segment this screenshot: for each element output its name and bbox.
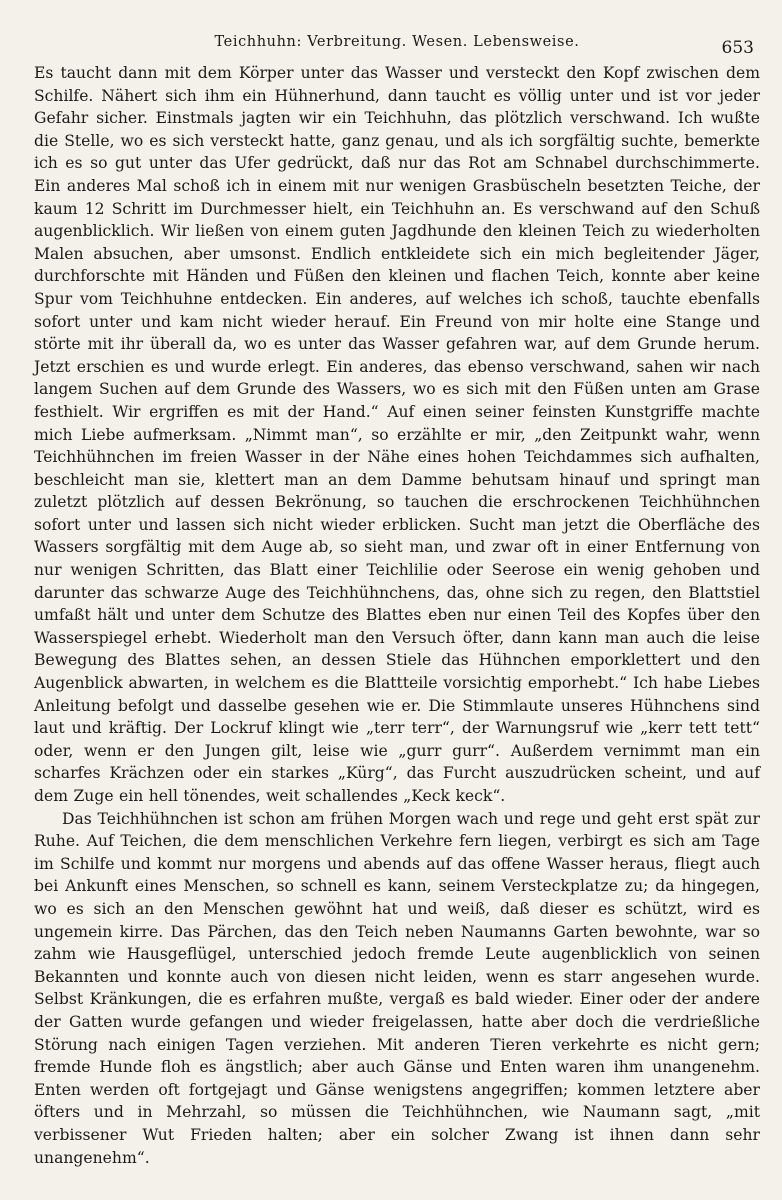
paragraph: Das Teichhühnchen ist schon am frühen Morgen wach und rege und geht erst spät zur Ruhe. Auf Teichen, die dem menschlichen Verkehre fern liegen, verbirgt es sich am Tage im Schilfe und kommt nur morgens und abends auf das offene Wasser heraus, fliegt auch bei Ankunft eines Menschen, so schnell es kann, seinem Versteckplatze zu; da hingegen, wo es sich an den Menschen gewöhnt hat und weiß, daß dieser es schützt, wird es ungemein kirre. Das Pärchen, das den Teich neben Naumanns Garten bewohnte, war so zahm wie Hausgeflügel, unterschied jedoch fremde Leute augenblicklich von seinen Bekannten und konnte auch von diesen nicht leiden, wenn es starr angesehen wurde. Selbst Kränkungen, die es erfahren mußte, vergaß es bald wieder. Einer oder der andere der Gatten wurde gefangen und wieder freigelassen, hatte aber doch die verdrießliche Störung nach einigen Tagen verziehen. Mit anderen Tieren verkehrte es nicht gern; fremde Hunde floh es ängstlich; aber auch Gänse und Enten waren ihm unangenehm. Enten werden oft fortgejagt und Gänse wenigstens angegriffen; kommen letztere aber öfters und in Mehrzahl, so müssen die Teichhühnchen, wie Naumann sagt, „mit verbissener Wut Frieden halten; aber ein solcher Zwang ist ihnen dann sehr unangenehm“. xyxy=(34,809,760,1167)
running-title: Teichhuhn: Verbreitung. Wesen. Lebensweise. xyxy=(214,34,580,50)
paragraph-continuation: Es taucht dann mit dem Körper unter das Wasser und versteckt den Kopf zwischen dem Schilfe. Nähert sich ihm ein Hühnerhund, dann taucht es völlig unter und ist vor jeder Gefahr sicher. Einstmals jagten wir ein Teichhuhn, das plötzlich verschwand. Ich wußte die Stelle, wo es sich versteckt hatte, ganz genau, und als ich sorgfältig suchte, bemerkte ich es so gut unter das Ufer gedrückt, daß nur das Rot am Schnabel durchschimmerte. Ein anderes Mal schoß ich in einem mit nur wenigen Grasbüscheln besetzten Teiche, der kaum 12 Schritt im Durchmesser hielt, ein Teichhuhn an. Es verschwand auf den Schuß augenblicklich. Wir ließen von einem guten Jagdhunde den kleinen Teich zu wiederholten Malen absuchen, aber umsonst. Endlich entkleidete sich ein mich begleitender Jäger, durchforschte mit Händen und Füßen den kleinen und flachen Teich, konnte aber keine Spur vom Teichhuhne entdecken. Ein anderes, auf welches ich schoß, tauchte ebenfalls sofort unter und kam nicht wieder herauf. Ein Freund von mir holte eine Stange und störte mit ihr überall da, wo es unter das Wasser gefahren war, auf dem Grunde herum. Jetzt erschien es und wurde erlegt. Ein anderes, das ebenso verschwand, sahen wir nach langem Suchen auf dem Grunde des Wassers, wo es sich mit den Füßen unten am Grase festhielt. Wir ergriffen es mit der Hand.“ Auf einen seiner feinsten Kunstgriffe machte mich Liebe aufmerksam. „Nimmt man“, so erzählte er mir, „den Zeitpunkt wahr, wenn Teichhühnchen im freien Wasser in der Nähe eines hohen Teichdammes sich aufhalten, beschleicht man sie, klettert man an dem Damme behutsam hinauf und springt man zuletzt plötzlich auf dessen Bekrönung, so tauchen die erschrockenen Teichhühnchen sofort unter und lassen sich nicht wieder erblicken. Sucht man jetzt die Oberfläche des Wassers sorgfältig mit dem Auge ab, so sieht man, und zwar oft in einer Entfernung von nur wenigen Schritten, das Blatt einer Teichlilie oder Seerose ein wenig gehoben und darunter das schwarze Auge des Teichhühnchens, das, ohne sich zu regen, den Blattstiel umfaßt hält und unter dem Schutze des Blattes eben nur einen Teil des Kopfes über den Wasserspiegel erhebt. Wiederholt man den Versuch öfter, dann kann man auch die leise Bewegung des Blattes sehen, an dessen Stiele das Hühnchen emporklettert und den Augenblick abwarten, in welchem es die Blattteile vorsichtig emporhebt.“ Ich habe Liebes Anleitung befolgt und dasselbe gesehen wie er. Die Stimmlaute unseres Hühnchens sind laut und kräftig. Der Lockruf klingt wie „terr terr“, der Warnungsruf wie „kerr tett tett“ oder, wenn er den Jungen gilt, leise wie „gurr gurr“. Außerdem vernimmt man ein scharfes Krächzen oder ein starkes „Kürg“, das Furcht auszudrücken scheint, und auf dem Zuge ein hell tönendes, weit schallendes „Keck keck“. xyxy=(34,64,760,805)
running-head xyxy=(34,28,760,58)
page-number: 653 xyxy=(721,38,754,58)
body-text xyxy=(34,62,760,1169)
